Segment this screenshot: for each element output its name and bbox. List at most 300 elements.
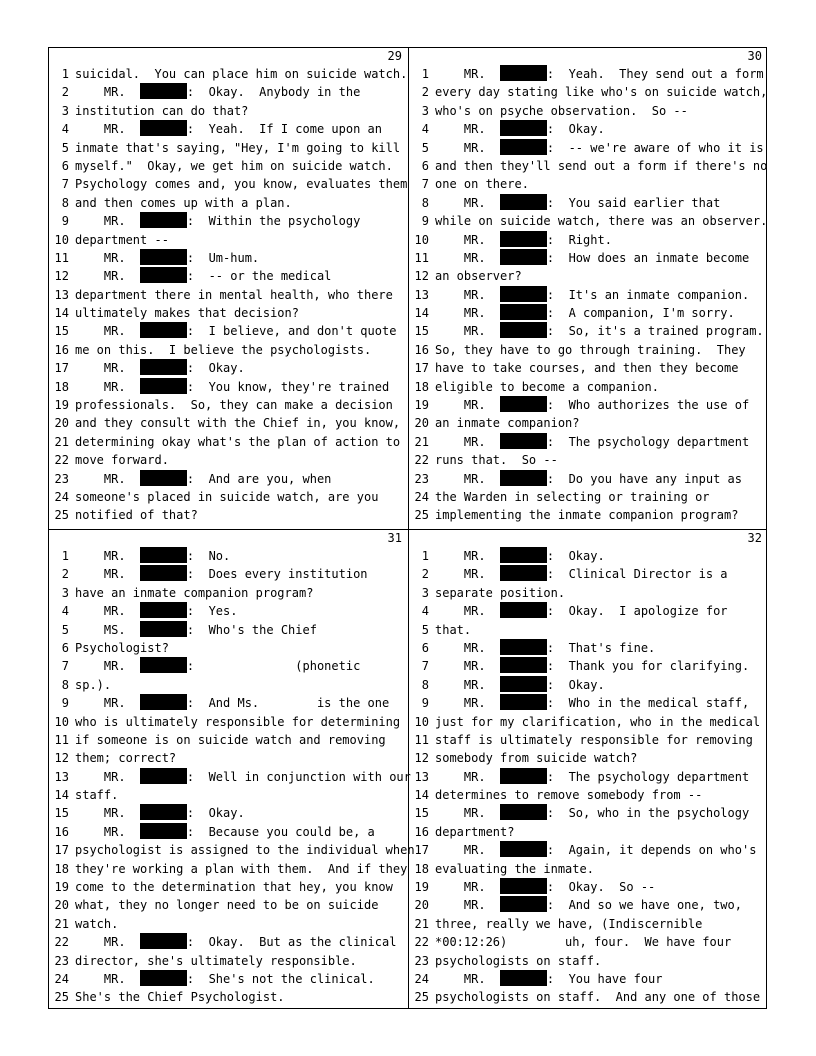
transcript-line [49,231,408,249]
line-number: 21 [54,434,69,449]
transcript-line [409,915,768,933]
line-body: department? [435,824,515,839]
speaker-label: MR. [463,549,486,563]
line-number: 17 [54,361,69,376]
line-body: : -- we're aware of who it is [546,140,764,155]
redaction-box [500,194,547,210]
line-number: 8 [421,677,429,692]
line-body: one on there. [435,177,529,192]
line-body: : It's an inmate companion. [546,287,750,302]
speaker-label: MR. [463,122,486,137]
transcript-line [49,194,408,212]
line-body: separate position. [435,585,566,600]
redaction-box [140,249,187,265]
redaction-box [140,768,187,784]
line-text [435,749,637,767]
line-text [75,731,386,749]
redaction-box [500,694,547,710]
line-number: 4 [61,604,69,619]
line-body: come to the determination that hey, you know [75,880,393,895]
line-text [435,841,756,859]
speaker-label: MR. [463,806,486,821]
line-text [435,823,514,841]
line-body: staff. [75,788,119,803]
line-number: 8 [61,195,69,210]
line-number: 10 [414,232,429,247]
transcript-line [409,175,768,193]
line-text [435,341,746,359]
line-body: : Okay. [546,122,605,137]
speaker-label: MR. [463,140,486,155]
transcript-line [49,102,408,120]
line-number: 24 [414,489,429,504]
transcript-line [49,175,408,193]
line-body: : So, who in the psychology [546,806,750,821]
line-text [75,322,396,340]
line-text [75,433,400,451]
transcript-line [409,396,768,414]
line-number: 14 [414,788,429,803]
line-body: : Okay. [546,677,605,692]
transcript-line [409,639,768,657]
line-number: 5 [61,622,69,637]
speaker-label: MR. [463,640,486,655]
transcript-line [409,584,768,602]
line-text [435,621,471,639]
transcript-line [49,488,408,506]
line-number: 14 [54,788,69,803]
speaker-label: MR. [463,677,486,692]
transcript-line [49,639,408,657]
line-body: move forward. [75,453,169,468]
transcript-line [409,823,768,841]
line-number: 13 [54,287,69,302]
redaction-box [140,657,187,673]
transcript-line [49,713,408,731]
transcript-line [409,731,768,749]
transcript-line [49,786,408,804]
line-body: So, they have to go through training. They [435,342,746,357]
line-body: staff is ultimately responsible for removing [435,732,753,747]
line-text [75,139,400,157]
line-number: 25 [54,990,69,1005]
redaction-box [500,970,547,986]
speaker-label: MR. [103,696,126,711]
transcript-line [409,378,768,396]
line-body: professionals. So, they can make a decision [75,398,393,413]
transcript-line [409,83,768,101]
redaction-box [140,83,187,99]
redaction-box [500,896,547,912]
line-text [435,231,612,249]
line-body: Psychology comes and, you know, evaluates them [75,177,408,192]
transcript-line [409,804,768,822]
line-body: who's on psyche observation. So -- [435,103,688,118]
line-body: department -- [75,232,169,247]
transcript-line [49,304,408,322]
line-body: ultimately makes that decision? [75,306,299,321]
transcript-line [49,378,408,396]
line-body: : So, it's a trained program. [546,324,764,339]
line-number: 15 [414,806,429,821]
line-number: 17 [54,843,69,858]
line-text [75,341,371,359]
line-body: : Okay. But as the clinical [186,935,397,950]
transcript-line [49,451,408,469]
transcript-line [409,878,768,896]
line-text [435,915,702,933]
transcript-line [409,194,768,212]
line-text [435,194,720,212]
line-body: an observer? [435,269,522,284]
line-body: implementing the inmate companion program? [435,508,739,523]
redaction-box [140,823,187,839]
transcript-line [49,547,408,565]
page-30-panel [409,48,768,529]
redaction-box [500,433,547,449]
speaker-label: MR. [463,471,486,486]
redaction-box [500,841,547,857]
line-body: : Thank you for clarifying. [546,659,750,674]
line-text [435,878,655,896]
line-body: they're working a plan with them. And if they [75,861,408,876]
line-number: 15 [54,324,69,339]
line-text [435,602,728,620]
line-text [435,804,749,822]
line-text [75,713,400,731]
redaction-box [500,602,547,618]
redaction-box [500,657,547,673]
line-body: determines to remove somebody from -- [435,788,703,803]
line-body: have an inmate companion program? [75,585,314,600]
line-number: 1 [61,67,69,81]
transcript-line [49,749,408,767]
line-text [435,157,767,175]
line-text [435,83,767,101]
line-text [435,488,710,506]
transcript-line [409,565,768,583]
line-number: 25 [414,990,429,1005]
line-number: 22 [414,935,429,950]
line-text [435,212,767,230]
transcript-lines [49,65,408,525]
line-body: *00:12:26) uh, four. We have four [435,935,732,950]
line-body: : Yeah. They send out a form [546,67,764,81]
line-number: 18 [414,379,429,394]
line-number: 12 [54,269,69,284]
line-body: : Clinical Director is a [546,567,728,582]
speaker-label: MR. [103,769,126,784]
line-body: director, she's ultimately responsible. [75,953,357,968]
line-text [75,194,292,212]
line-body: evaluating the inmate. [435,861,594,876]
line-body: and then comes up with a plan. [75,195,292,210]
line-body: : Well in conjunction with our [186,769,411,784]
transcript-line [409,694,768,712]
redaction-box [500,120,547,136]
line-number: 7 [61,177,69,192]
line-body: : And are you, when [186,471,332,486]
line-number: 19 [414,880,429,895]
speaker-label: MR. [103,659,126,674]
line-number: 11 [414,732,429,747]
line-body: : The psychology department [546,769,750,784]
line-text [75,694,389,712]
transcript-line [409,988,768,1006]
line-body: : (phonetic [186,659,361,674]
speaker-label: MR. [463,696,486,711]
transcript-line [409,414,768,432]
redaction-box [140,120,187,136]
redaction-box [140,621,187,637]
transcript-line [409,933,768,951]
redaction-box [140,933,187,949]
line-text [75,378,389,396]
transcript-line [409,102,768,120]
transcript-line [409,249,768,267]
redaction-box [140,694,187,710]
line-text [75,878,393,896]
transcript-line [49,694,408,712]
speaker-label: MR. [103,214,126,229]
line-text [75,565,368,583]
line-text [435,359,738,377]
line-text [435,731,753,749]
line-body: watch. [75,916,119,931]
transcript-line [49,139,408,157]
line-text [435,584,565,602]
line-text [75,120,382,138]
line-number: 11 [54,732,69,747]
line-body: : And Ms. is the one [186,696,390,711]
line-body: : Does every institution [186,567,368,582]
page-number: 31 [387,531,402,545]
line-number: 25 [414,508,429,523]
speaker-label: MR. [103,935,126,950]
line-number: 22 [54,935,69,950]
redaction-box [500,547,547,563]
speaker-label: MR. [463,398,486,413]
line-number: 21 [54,916,69,931]
speaker-label: MR. [103,549,126,563]
transcript-lines [409,65,768,525]
line-number: 5 [421,140,429,155]
speaker-label: MR. [103,824,126,839]
line-number: 12 [414,751,429,766]
transcript-line [409,212,768,230]
line-text [75,212,360,230]
transcript-line [409,286,768,304]
speaker-label: MR. [463,250,486,265]
transcript-line [49,602,408,620]
line-body: psychologists on staff. [435,953,602,968]
transcript-line [409,139,768,157]
line-text [435,988,760,1006]
line-body: the Warden in selecting or training or [435,489,710,504]
transcript-line [49,212,408,230]
speaker-label: MR. [103,806,126,821]
redaction-box [140,322,187,338]
line-number: 4 [421,122,429,137]
line-text [75,841,415,859]
line-number: 9 [61,696,69,711]
page-29-panel [49,48,408,529]
line-body: while on suicide watch, there was an observer. [435,214,768,229]
transcript-line [49,584,408,602]
line-body: : You have four [546,971,663,986]
line-text [75,896,378,914]
line-body: what, they no longer need to be on suicide [75,898,379,913]
redaction-box [140,547,187,563]
line-number: 9 [61,214,69,229]
line-text [435,304,735,322]
line-number: 24 [54,971,69,986]
speaker-label: MR. [103,250,126,265]
line-number: 24 [54,489,69,504]
speaker-label: MR. [463,67,486,81]
transcript-line [49,249,408,267]
line-number: 21 [414,916,429,931]
redaction-box [140,378,187,394]
line-text [75,860,407,878]
transcript-line [49,896,408,914]
line-number: 10 [54,232,69,247]
transcript-line [409,547,768,565]
line-body: determining okay what's the plan of action to [75,434,401,449]
transcript-line [49,83,408,101]
transcript-line [409,488,768,506]
line-text [435,378,659,396]
line-text [75,175,407,193]
transcript-line [409,304,768,322]
line-text [75,657,360,675]
line-text [435,860,594,878]
line-text [435,639,655,657]
transcript-line [49,506,408,524]
speaker-label: MR. [463,287,486,302]
transcript-line [409,157,768,175]
transcript-line [409,322,768,340]
line-number: 7 [421,177,429,192]
line-body: just for my clarification, who in the medical [435,714,761,729]
line-body: someone's placed in suicide watch, are you [75,489,379,504]
line-text [75,786,118,804]
transcript-line [409,786,768,804]
redaction-box [500,565,547,581]
line-body: suicidal. You can place him on suicide watch. [75,67,408,81]
transcript-line [409,768,768,786]
line-body: notified of that? [75,508,198,523]
transcript-line [49,65,408,83]
transcript-line [409,267,768,285]
speaker-label: MR. [463,604,486,619]
line-body: every day stating like who's on suicide watch, [435,85,768,100]
transcript-line [49,841,415,859]
transcript-line [49,823,408,841]
line-body: and then they'll send out a form if there's no [435,158,768,173]
line-body: : Who in the medical staff, [546,696,750,711]
line-body: and they consult with the Chief in, you know, [75,416,401,431]
line-body: : A companion, I'm sorry. [546,306,735,321]
line-body: : Yeah. If I come upon an [186,122,382,137]
line-body: : Okay. [186,361,245,376]
line-text [435,433,749,451]
line-text [75,65,407,83]
redaction-box [140,602,187,618]
line-number: 19 [54,398,69,413]
line-body: : You said earlier that [546,195,721,210]
line-body: : That's fine. [546,640,656,655]
line-number: 6 [61,640,69,655]
line-number: 6 [61,158,69,173]
speaker-label: MR. [463,306,486,321]
line-body: have to take courses, and then they become [435,361,739,376]
line-number: 5 [421,622,429,637]
line-text [435,322,764,340]
line-number: 20 [54,416,69,431]
transcript-line [49,657,408,675]
speaker-label: MR. [103,379,126,394]
line-number: 3 [421,585,429,600]
redaction-box [500,639,547,655]
speaker-label: MR. [103,361,126,376]
line-text [435,102,688,120]
line-text [435,396,749,414]
line-number: 15 [54,806,69,821]
line-body: if someone is on suicide watch and removing [75,732,386,747]
line-body: psychologist is assigned to the individual when [75,843,415,858]
line-number: 14 [414,306,429,321]
transcript-sheet [48,47,767,1009]
line-text [75,602,237,620]
transcript-line [49,267,408,285]
line-body: : Because you could be, a [186,824,375,839]
page-32-panel [409,530,768,1011]
line-number: 23 [414,953,429,968]
line-number: 19 [414,398,429,413]
line-number: 23 [54,471,69,486]
line-text [75,915,118,933]
line-number: 3 [421,103,429,118]
line-text [435,175,529,193]
transcript-line [49,322,408,340]
line-body: inmate that's saying, "Hey, I'm going to kill [75,140,401,155]
line-text [75,470,331,488]
transcript-line [49,878,408,896]
line-body: : And so we have one, two, [546,898,742,913]
speaker-label: MS. [103,622,126,637]
line-text [435,896,742,914]
transcript-line [49,396,408,414]
page-31-panel [49,530,415,1011]
speaker-label: MR. [463,324,486,339]
line-text [75,249,259,267]
line-body: : Okay. [546,549,605,563]
transcript-line [49,768,411,786]
line-body: : Okay. So -- [546,880,656,895]
line-text [75,286,393,304]
line-number: 23 [54,953,69,968]
line-text [75,952,357,970]
line-text [75,933,396,951]
line-body: She's the Chief Psychologist. [75,990,285,1005]
line-text [75,102,248,120]
line-text [75,970,375,988]
line-body: : Okay. I apologize for [546,604,728,619]
page-number: 32 [747,531,762,545]
line-body: : Right. [546,232,612,247]
transcript-line [409,451,768,469]
